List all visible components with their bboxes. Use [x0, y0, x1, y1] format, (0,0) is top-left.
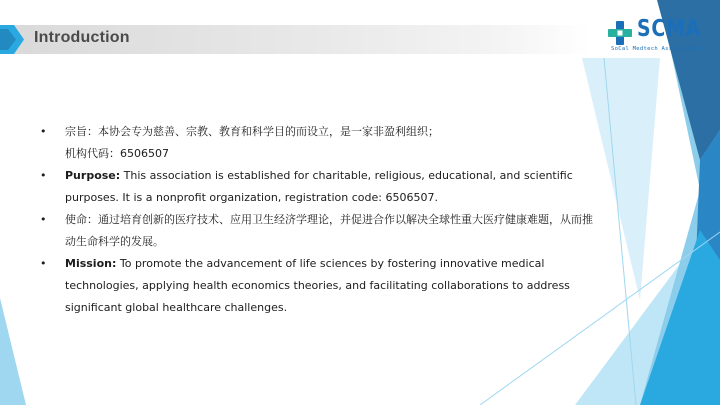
bullet-label: Purpose: — [65, 169, 121, 182]
list-item — [40, 209, 600, 253]
bullet-text: This association is established for charitable, religious, educational, and scientific purposes. It is a nonprofit organization, registration code: 6506507. — [65, 169, 573, 204]
logo-name: SCMA — [637, 16, 702, 42]
bullet-text: To promote the advancement of life sciences by fostering innovative medical technologies, applying health economics theories, and facilitating collaborations to address significant global healthcare challenges. — [65, 257, 570, 314]
bullet-dot-icon: • — [40, 213, 47, 226]
chevron-arrow-icon — [0, 25, 26, 54]
logo — [608, 18, 708, 54]
bullet-label: Mission: — [65, 257, 117, 270]
bullet-text: 宗旨：本协会专为慈善、宗教、教育和科学目的而设立，是一家非盈利组织； — [65, 125, 439, 138]
plus-cross-icon — [608, 20, 632, 46]
bullet-dot-icon: • — [40, 125, 47, 138]
list-item — [40, 253, 600, 319]
left-corner-shape — [0, 298, 26, 405]
page-title: Introduction — [34, 29, 130, 46]
list-item — [40, 165, 600, 209]
list-item — [40, 121, 600, 165]
logo-subtitle: SoCal Medtech Association — [611, 46, 702, 52]
bullet-dot-icon: • — [40, 169, 47, 182]
bullet-continuation: 机构代码：6506507 — [65, 147, 169, 160]
bullet-text: 使命：通过培育创新的医疗技术、应用卫生经济学理论，并促进合作以解决全球性重大医疗健康难题，从而推动生命科学的发展。 — [65, 213, 593, 248]
bullet-dot-icon: • — [40, 257, 47, 270]
bullet-list — [40, 121, 600, 319]
